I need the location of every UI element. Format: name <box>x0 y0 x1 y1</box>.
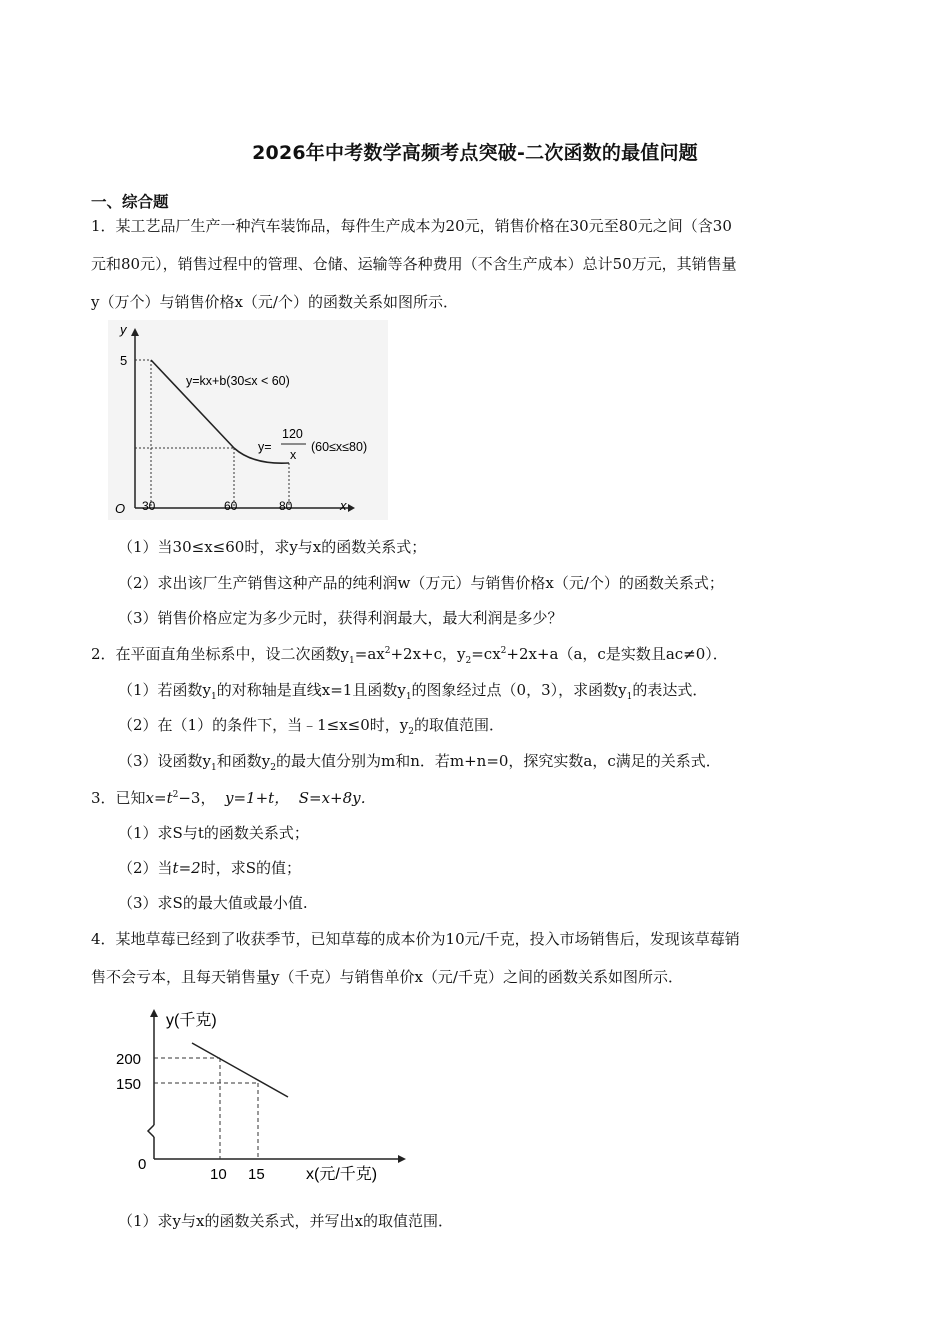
q3-expr-x: x=t <box>145 789 173 807</box>
q4-x-tick-15: 15 <box>248 1166 265 1183</box>
q4-graph <box>108 1005 408 1185</box>
section-heading: 一、综合题 <box>91 193 169 211</box>
q1-y-label: y <box>120 322 127 337</box>
q1-graph <box>108 320 388 520</box>
q4-origin-label: 0 <box>138 1156 147 1173</box>
q2-sub-3: （3）设函数$y_1$和函数$y_2$的最大值分别为m和n．若m+n=0，探究实数a，c满足的关系式． <box>118 752 721 773</box>
q2-sub-1: （1）若函数$y_1$的对称轴是直线x=1且函数$y_1$的图象经过点（0，3），求函数$y_1$的表达式． <box>118 681 708 702</box>
q4-y-label: y(千克) <box>166 1012 217 1029</box>
q3-sub-2: （2）当t=2时，求S的值； <box>118 859 301 877</box>
q1-sub-1: （1）当30≤x≤60时，求y与x的函数关系式； <box>118 538 427 556</box>
q3-sub-3: （3）求S的最大值或最小值. <box>118 894 308 912</box>
q4-x-label: x(元/千克) <box>306 1166 378 1183</box>
q1-line-1: 1．某工艺品厂生产一种汽车装饰品，每件生产成本为20元，销售价格在30元至80元之间（含30 <box>91 217 732 235</box>
q1-line-3: y（万个）与销售价格x（元/个）的函数关系如图所示． <box>91 293 458 311</box>
q1-origin-label: O <box>115 501 126 516</box>
q1-x-tick-60: 60 <box>224 499 238 513</box>
q3-line-1: 3．已知$x=t^2-3$， y=1+t， S=x+8y． <box>91 789 376 807</box>
page-title: 2026年中考数学高频考点突破-二次函数的最值问题 <box>252 142 698 164</box>
q1-curve-range: (60≤x≤80) <box>311 440 368 454</box>
q1-sub-3: （3）销售价格应定为多少元时，获得利润最大，最大利润是多少？ <box>118 609 563 627</box>
q3-expr-y: y=1+t， <box>225 789 290 807</box>
q1-curve-prefix: y= <box>258 440 272 454</box>
q4-sub-1: （1）求y与x的函数关系式，并写出x的取值范围． <box>118 1212 453 1230</box>
q2-line-1: 2．在平面直角坐标系中，设二次函数$y_1=ax^2+2x+c$，$y_2=cx^2+2x+a(a$，c是实数且ac≠0）． <box>91 645 728 666</box>
q4-axis-break <box>148 1125 154 1137</box>
q1-curve-denominator: x <box>290 448 297 462</box>
q1-line-2: 元和80元），销售过程中的管理、仓储、运输等各种费用（不含生产成本）总计50万元，其销售量 <box>91 255 737 273</box>
q4-y-tick-150: 150 <box>116 1076 142 1093</box>
q1-y-tick-5: 5 <box>120 353 128 368</box>
q1-x-label: x <box>340 498 347 513</box>
q3-sub-1: （1）求S与t的函数关系式； <box>118 824 309 842</box>
q3-expr-s: S=x+8y． <box>298 789 376 807</box>
q2-sub-2: （2）在（1）的条件下，当﹣1≤x≤0时，$y_2$的取值范围． <box>118 716 504 737</box>
q1-curve-numerator: 120 <box>282 427 303 441</box>
q1-graph-background <box>108 320 388 520</box>
q1-sub-2: （2）求出该厂生产销售这种产品的纯利润w（万元）与销售价格x（元/个）的函数关系式； <box>118 574 724 592</box>
q4-x-tick-10: 10 <box>210 1166 227 1183</box>
q4-x-arrow <box>398 1155 406 1163</box>
q1-x-tick-80: 80 <box>279 499 293 513</box>
q4-y-arrow <box>150 1009 158 1017</box>
q4-line-2: 售不会亏本，且每天销售量y（千克）与销售单价x（元/千克）之间的函数关系如图所示． <box>91 968 683 986</box>
q1-x-tick-30: 30 <box>142 499 156 513</box>
q4-line-1: 4．某地草莓已经到了收获季节，已知草莓的成本价为10元/千克，投入市场销售后，发现该草莓销 <box>91 930 740 948</box>
q4-function-line <box>192 1043 288 1097</box>
q1-line-label: y=kx+b(30≤x < 60) <box>186 374 290 388</box>
q4-y-tick-200: 200 <box>116 1051 142 1068</box>
